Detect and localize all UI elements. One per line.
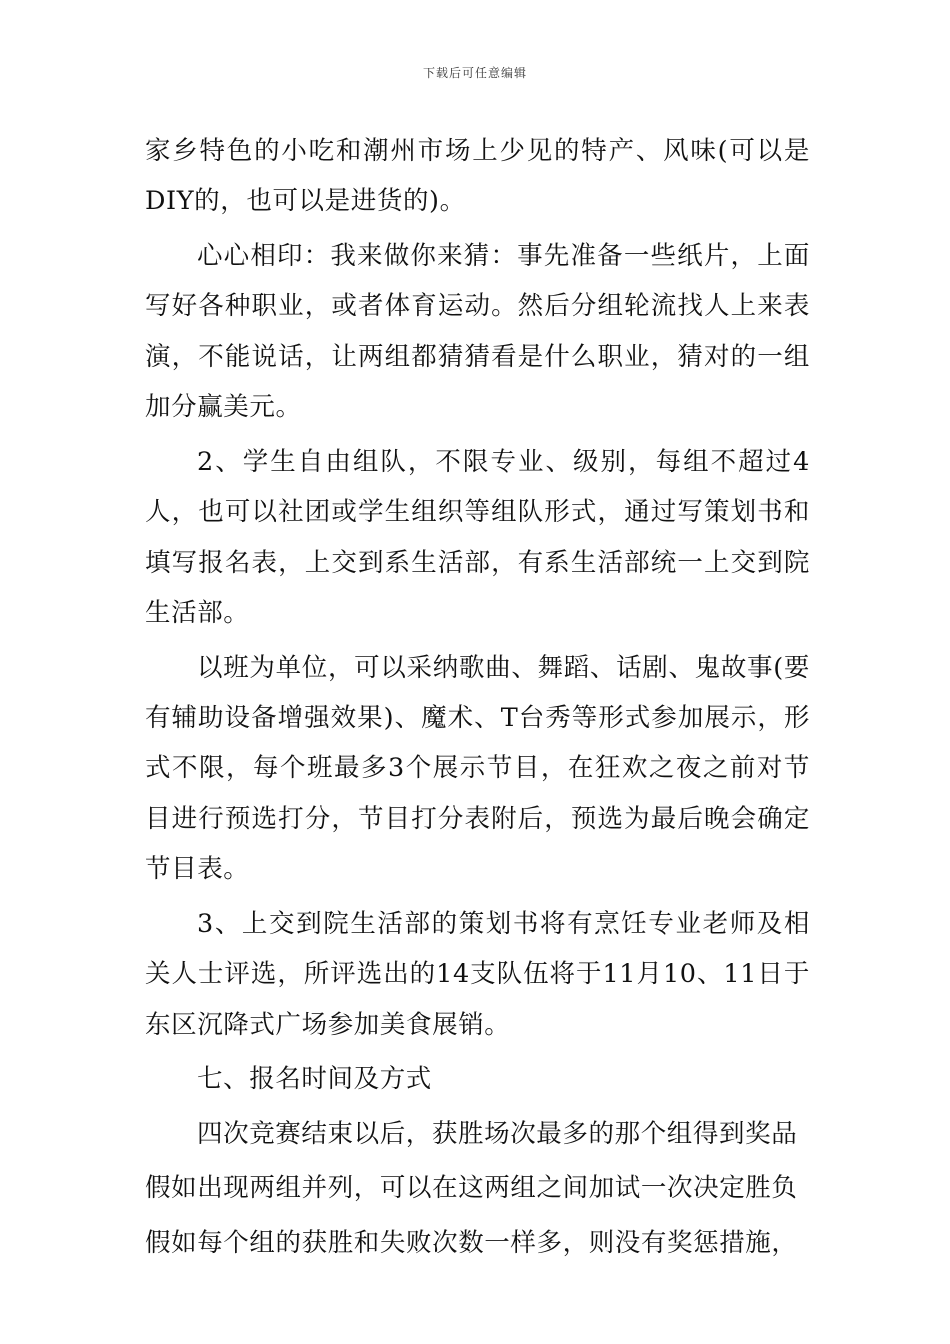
document-body [145, 126, 810, 1273]
section-heading: 七、报名时间及方式 [197, 1064, 432, 1095]
paragraph-8: 假如出现两组并列，可以在这两组之间加试一次决定胜负 [145, 1173, 798, 1204]
paragraph-9: 假如每个组的获胜和失败次数一样多，则没有奖惩措施， [145, 1228, 798, 1259]
paragraph-5: 3、上交到院生活部的策划书将有烹饪专业老师及相关人士评选，所评选出的14支队伍将于11月10、11日于东区沉降式广场参加美食展销。 [145, 908, 810, 1040]
page-header: 下载后可任意编辑 [422, 66, 527, 80]
paragraph-1: 家乡特色的小吃和潮州市场上少见的特产、风味(可以是DIY的，也可以是进货的)。 [145, 136, 810, 217]
paragraph-7: 四次竞赛结束以后，获胜场次最多的那个组得到奖品 [197, 1118, 798, 1149]
paragraph-2: 心心相印：我来做你来猜：事先准备一些纸片，上面写好各种职业，或者体育运动。然后分组轮流找人上来表演，不能说话，让两组都猜猜看是什么职业，猜对的一组加分赢美元。 [145, 241, 810, 423]
paragraph-3: 2、学生自由组队，不限专业、级别，每组不超过4人，也可以社团或学生组织等组队形式，通过写策划书和填写报名表，上交到系生活部，有系生活部统一上交到院生活部。 [145, 446, 810, 629]
paragraph-4: 以班为单位，可以采纳歌曲、舞蹈、话剧、鬼故事(要有辅助设备增强效果)、魔术、T台秀等形式参加展示，形式不限，每个班最多3个展示节目，在狂欢之夜之前对节目进行预选打分，节目打分表附后，预选为最后晚会确定节目表。 [145, 652, 810, 885]
